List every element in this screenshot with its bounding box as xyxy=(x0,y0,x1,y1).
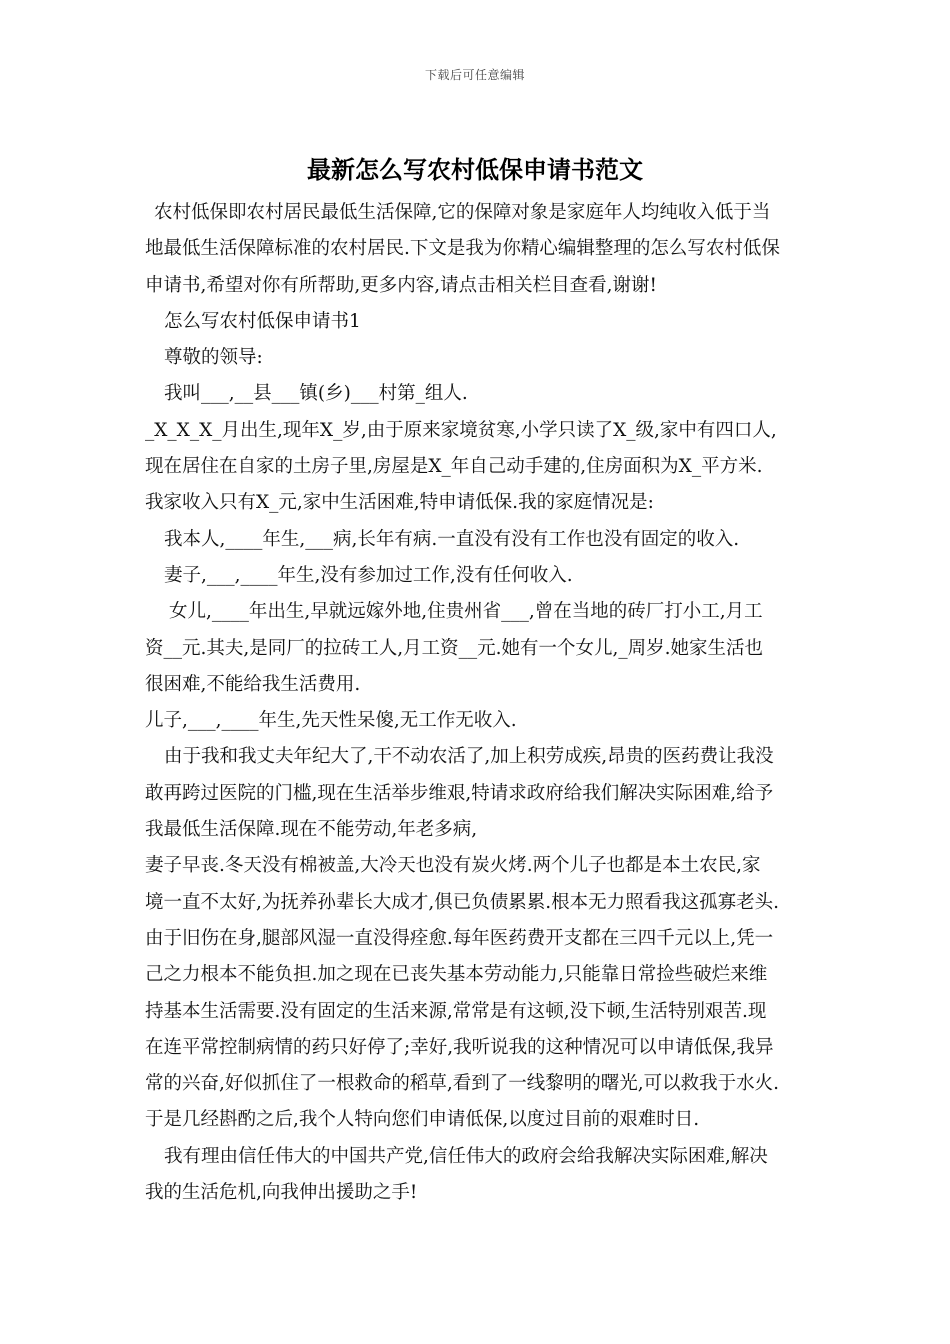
paragraph-line: 现在居住在自家的土房子里,房屋是X_年自己动手建的,住房面积为X_平方米. xyxy=(145,456,763,478)
paragraph-line: 己之力根本不能负担.加之现在已丧失基本劳动能力,只能靠日常捡些破烂来维 xyxy=(145,964,768,986)
paragraph-line: 申请书,希望对你有所帮助,更多内容,请点击相关栏目查看,谢谢! xyxy=(145,274,657,296)
paragraph-line: 我本人,____年生,___病,长年有病.一直没有没有工作也没有固定的收入. xyxy=(164,528,740,550)
section-heading: 怎么写农村低保申请书1 xyxy=(164,310,361,332)
document-title: 最新怎么写农村低保申请书范文 xyxy=(307,155,643,184)
page-header: 下载后可任意编辑 xyxy=(424,68,525,82)
paragraph-line: 我最低生活保障.现在不能劳动,年老多病, xyxy=(145,819,478,841)
paragraph-line: 妻子,___,____年生,没有参加过工作,没有任何收入. xyxy=(164,564,573,586)
paragraph-line: 很困难,不能给我生活费用. xyxy=(145,673,361,695)
paragraph-line: 我叫___,__县___镇(乡)___村第_组人. xyxy=(164,383,468,405)
paragraph-line: 于是几经斟酌之后,我个人特向您们申请低保,以度过目前的艰难时日. xyxy=(145,1109,700,1131)
document-body xyxy=(145,195,810,1211)
paragraph-line: 农村低保即农村居民最低生活保障,它的保障对象是家庭年人均纯收入低于当 xyxy=(154,202,771,223)
paragraph-line: 由于我和我丈夫年纪大了,干不动农活了,加上积劳成疾,昂贵的医药费让我没 xyxy=(164,746,774,768)
paragraph-line: 在连平常控制病情的药只好停了;幸好,我听说我的这种情况可以申请低保,我异 xyxy=(145,1036,774,1058)
paragraph-line: 妻子早丧.冬天没有棉被盖,大冷天也没有炭火烤.两个儿子也都是本土农民,家 xyxy=(145,855,761,877)
paragraph-line: 境一直不太好,为抚养孙辈长大成才,俱已负债累累.根本无力照看我这孤寡老头. xyxy=(145,891,780,913)
paragraph-line: 我有理由信任伟大的中国共产党,信任伟大的政府会给我解决实际困难,解决 xyxy=(164,1145,768,1167)
paragraph-line: 儿子,___,____年生,先天性呆傻,无工作无收入. xyxy=(145,710,517,732)
paragraph-line: 常的兴奋,好似抓住了一根救命的稻草,看到了一线黎明的曙光,可以救我于水火. xyxy=(145,1073,780,1095)
paragraph-line: 地最低生活保障标准的农村居民.下文是我为你精心编辑整理的怎么写农村低保 xyxy=(145,238,780,260)
paragraph-line: 女儿,____年出生,早就远嫁外地,住贵州省___,曾在当地的砖厂打小工,月工 xyxy=(169,601,763,623)
paragraph-line: 敢再跨过医院的门槛,现在生活举步维艰,特请求政府给我们解决实际困难,给予 xyxy=(145,782,774,804)
paragraph-line: 资__元.其夫,是同厂的拉砖工人,月工资__元.她有一个女儿,_周岁.她家生活也 xyxy=(145,637,764,659)
salutation: 尊敬的领导: xyxy=(164,347,263,369)
paragraph-line: 我家收入只有X_元,家中生活困难,特申请低保.我的家庭情况是: xyxy=(145,492,654,514)
paragraph-line: _X_X_X_月出生,现年X_岁,由于原来家境贫寒,小学只读了X_级,家中有四口人, xyxy=(145,419,777,441)
paragraph-line: 我的生活危机,向我伸出援助之手! xyxy=(145,1182,418,1204)
paragraph-line: 持基本生活需要.没有固定的生活来源,常常是有这顿,没下顿,生活特别艰苦.现 xyxy=(145,1000,767,1022)
paragraph-line: 由于旧伤在身,腿部风湿一直没得痊愈.每年医药费开支都在三四千元以上,凭一 xyxy=(145,927,774,949)
